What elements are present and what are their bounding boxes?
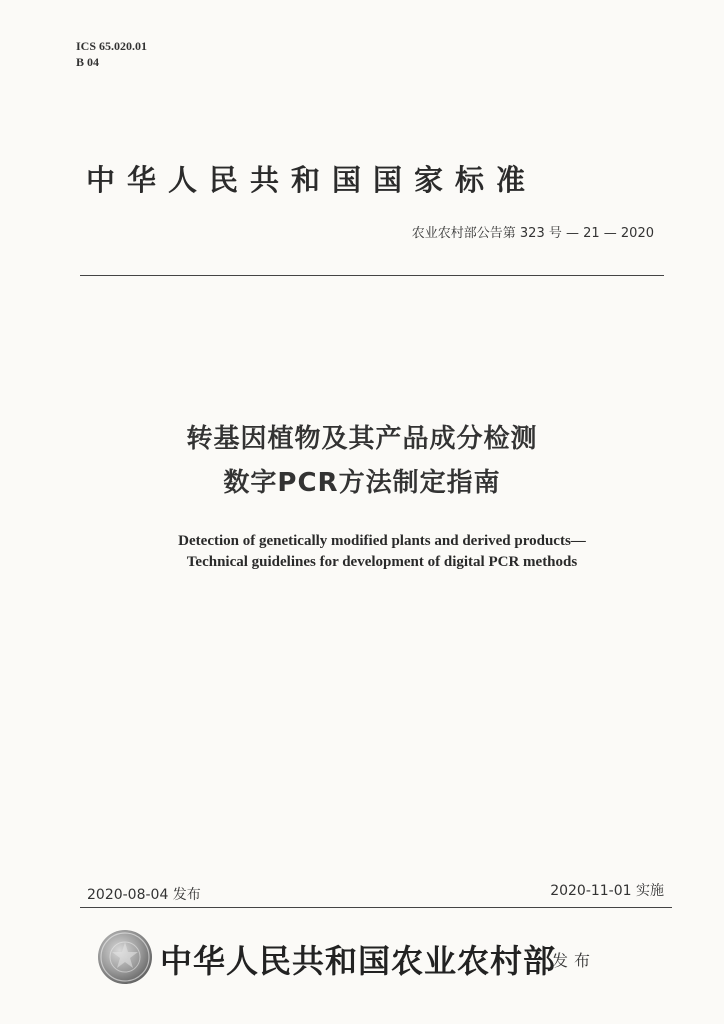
bottom-divider <box>80 907 672 908</box>
standard-number: 农业农村部公告第 323 号 — 21 — 2020 <box>411 226 654 241</box>
ccs-code: B 04 <box>76 55 100 69</box>
issue-date: 2020-08-04 发布 <box>87 887 201 903</box>
national-standard-heading: 中华人民共和国国家标准 <box>86 163 538 197</box>
issue-label: 发布 <box>552 951 597 970</box>
chinese-title-line-1: 转基因植物及其产品成分检测 <box>186 424 538 454</box>
chinese-title-line-2: 数字PCR方法制定指南 <box>223 468 501 498</box>
implementation-date: 2020-11-01 实施 <box>550 883 664 899</box>
ministry-emblem-icon <box>98 930 152 984</box>
top-divider <box>80 275 664 276</box>
english-title-line-1: Detection of genetically modified plants and derived products— <box>178 533 586 549</box>
classification-codes <box>76 38 147 70</box>
english-title-line-2: Technical guidelines for development of digital PCR methods <box>186 554 578 570</box>
issuing-authority: 中华人民共和国农业农村部 <box>160 942 557 980</box>
ics-code: ICS 65.020.01 <box>76 39 148 53</box>
